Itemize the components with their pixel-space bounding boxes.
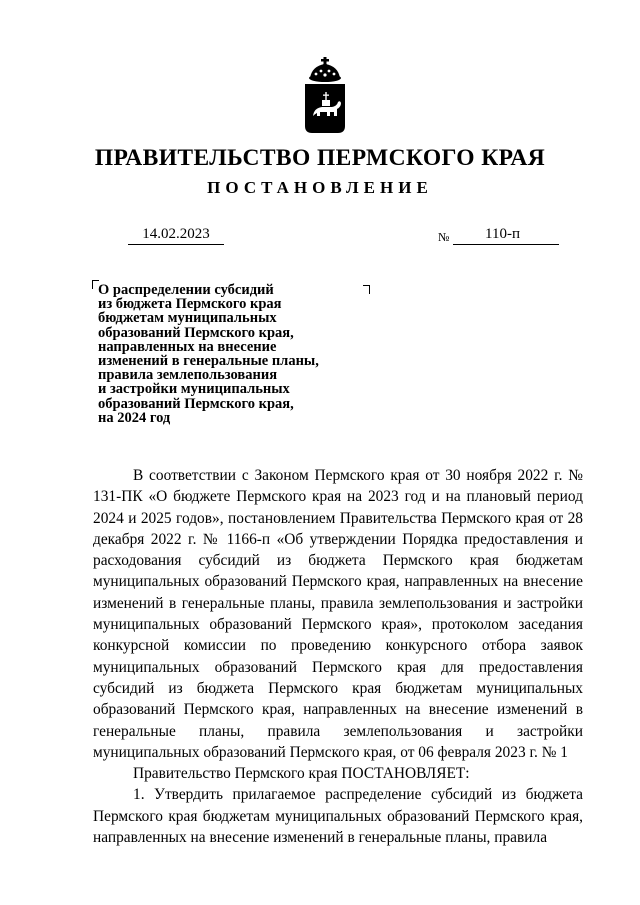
- perm-krai-coat-of-arms-icon: [300, 56, 350, 136]
- document-body: [93, 465, 583, 848]
- subject-line: образований Пермского края,: [98, 395, 294, 412]
- document-number: 110-п: [485, 226, 520, 242]
- subject-line: бюджетам муниципальных: [98, 310, 277, 327]
- number-label: №: [438, 230, 450, 244]
- document-number-field: [453, 226, 559, 245]
- subject-line: на 2024 год: [98, 409, 171, 426]
- subject-line: изменений в генеральные планы,: [98, 353, 319, 370]
- subject-line: правила землепользования: [98, 367, 278, 384]
- item-1-paragraph: 1. Утвердить прилагаемое распределение субсидий из бюджета Пермского края бюджетам муниципальных образований Пермского края, направленных на внесение изменений в генеральные планы, правила: [93, 786, 583, 847]
- subject-line: О распределении субсидий: [98, 282, 274, 298]
- subject-line: образований Пермского края,: [98, 324, 294, 341]
- resolution-paragraph: Правительство Пермского края ПОСТАНОВЛЯЕТ:: [133, 765, 470, 783]
- preamble-paragraph: В соответствии с Законом Пермского края от 30 ноября 2022 г. № 131-ПК «О бюджете Пермского края на 2023 год и на плановый период 2024 и 2025 годов», постановлением Правительства Пермского края от 28 декабря 2022 г. № 1166-п «Об утверждении Порядка предоставления и расходования субсидий из бюджета Пермского края бюджетам муниципальных образований Пермского края, направленных на внесение изменений в генеральные планы, правила землепользования и застройки муниципальных образований Пермского края», протоколом заседания конкурсной комиссии по проведению конкурсного отбора заявок муниципальных образований Пермского края для предоставления субсидий из бюджета Пермского края бюджетам муниципальных образований Пермского края, направленных на внесение изменений в генеральные планы, правила землепользования и застройки муниципальных образований Пермского края, от 06 февраля 2023 г. № 1: [93, 467, 583, 761]
- subject-line: и застройки муниципальных: [98, 381, 290, 398]
- document-subject: [98, 283, 378, 425]
- document-date: 14.02.2023: [128, 226, 224, 245]
- subject-line: направленных на внесение: [98, 338, 277, 355]
- subject-line: из бюджета Пермского края: [98, 296, 282, 313]
- document-type: ПОСТАНОВЛЕНИЕ: [207, 178, 433, 197]
- government-title: ПРАВИТЕЛЬСТВО ПЕРМСКОГО КРАЯ: [94, 145, 546, 171]
